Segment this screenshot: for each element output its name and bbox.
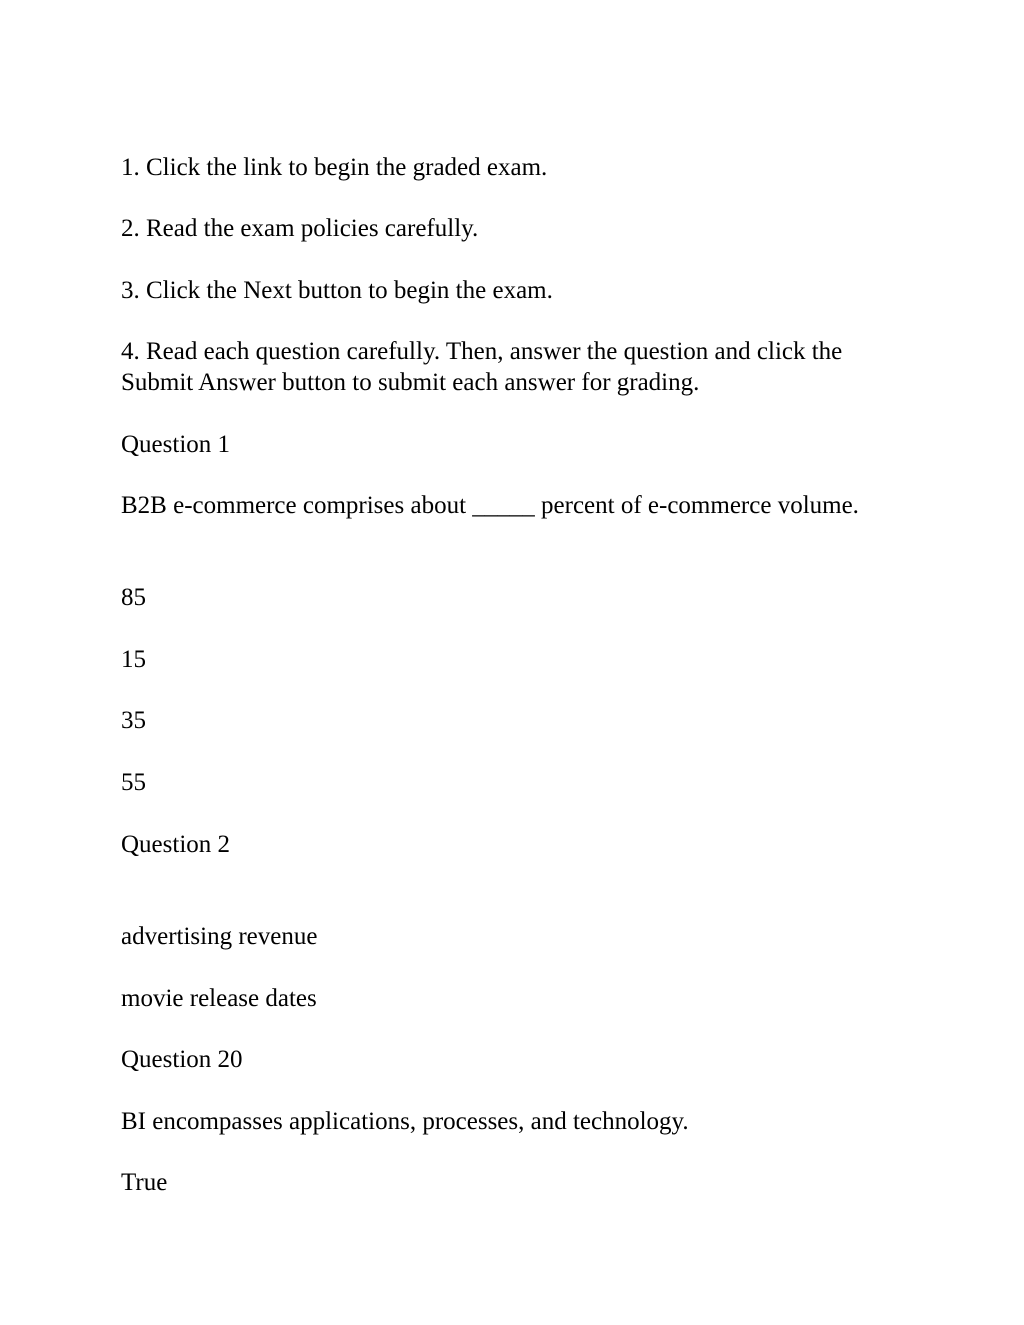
question-2-option-a: advertising revenue xyxy=(121,923,318,950)
question-1-heading: Question 1 xyxy=(121,431,231,458)
question-1-option-d: 55 xyxy=(121,769,146,796)
question-1-option-c: 35 xyxy=(121,707,146,734)
question-2-heading: Question 2 xyxy=(121,831,231,858)
question-20-prompt: BI encompasses applications, processes, and technology. xyxy=(121,1108,689,1135)
instruction-step-3: 3. Click the Next button to begin the exam. xyxy=(121,277,553,304)
question-20-heading: Question 20 xyxy=(121,1046,243,1073)
instruction-step-1: 1. Click the link to begin the graded exam. xyxy=(121,154,548,181)
instruction-step-2: 2. Read the exam policies carefully. xyxy=(121,215,479,242)
question-20-option-a: True xyxy=(121,1169,168,1196)
question-1-option-b: 15 xyxy=(121,646,146,673)
instruction-step-4: 4. Read each question carefully. Then, answer the question and click the Submit Answer button to submit each answer for grading. xyxy=(121,338,843,396)
question-1-prompt: B2B e-commerce comprises about _____ percent of e-commerce volume. xyxy=(121,492,859,519)
question-2-option-b: movie release dates xyxy=(121,985,317,1012)
question-1-option-a: 85 xyxy=(121,584,146,611)
